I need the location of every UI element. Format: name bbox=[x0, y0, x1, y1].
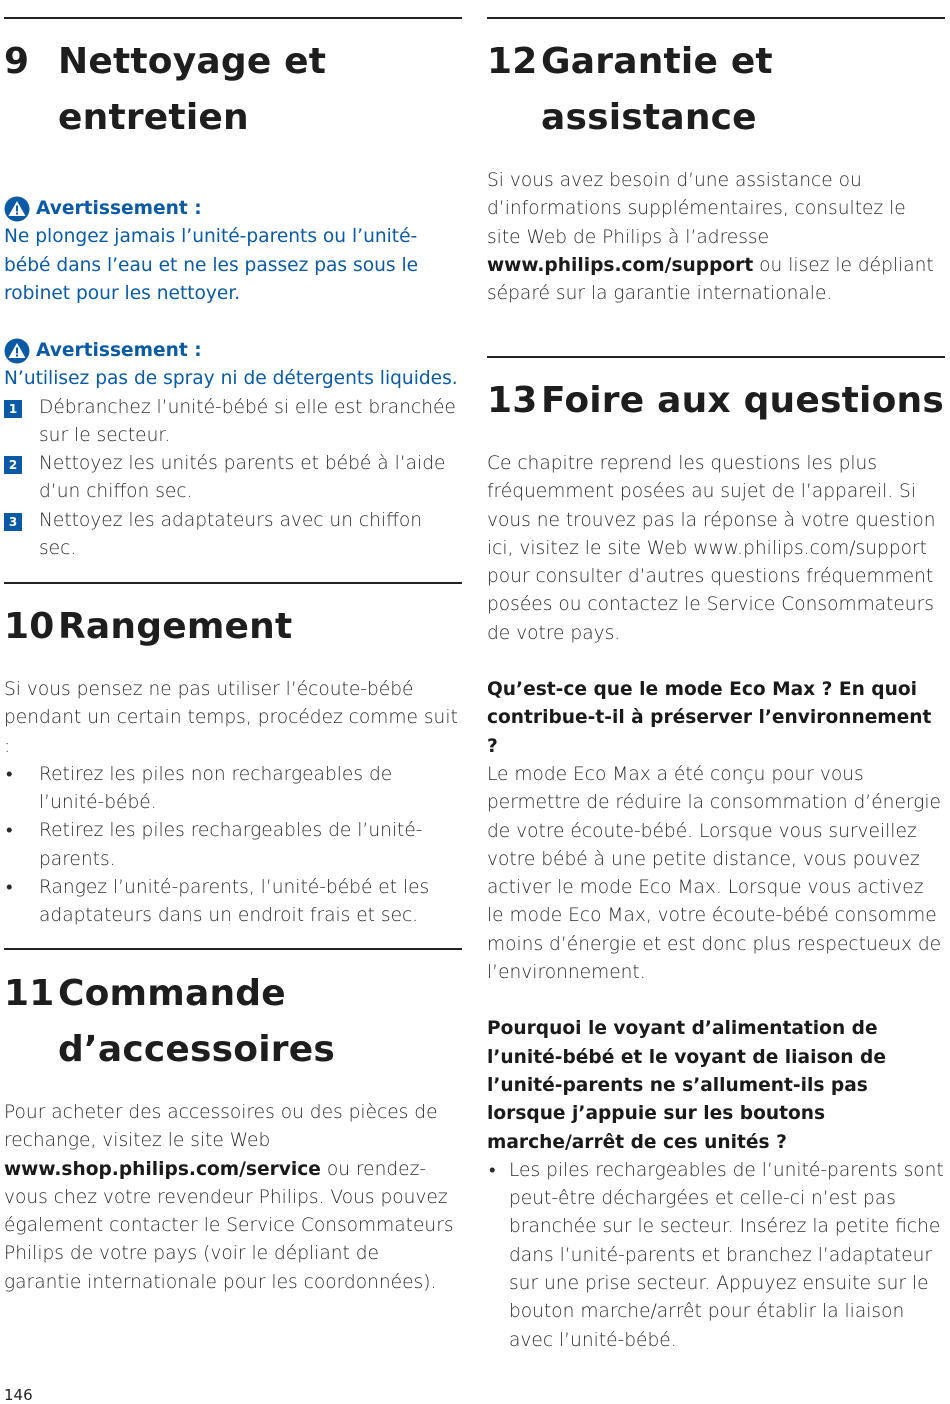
bullet-icon: • bbox=[489, 1159, 496, 1181]
section-title-line2: entretien bbox=[58, 97, 249, 138]
warning-text: Ne plongez jamais l’unité-parents ou l’unité-bébé dans l’eau et ne les passez pas sous le robinet pour les nettoyer. bbox=[4, 226, 419, 304]
paragraph-text: Pour acheter des accessoires ou des pièces de rechange, visitez le site Web bbox=[4, 1102, 438, 1152]
step-number: 1 bbox=[4, 400, 22, 418]
paragraph-text: ou lisez le dépliant séparé sur la garantie internationale. bbox=[487, 254, 934, 305]
step-text: Nettoyez les adaptateurs avec un chiffon sec. bbox=[39, 509, 423, 560]
section-9-heading bbox=[4, 34, 326, 146]
step-text: Nettoyez les unités parents et bébé à l’aide d’un chiffon sec. bbox=[39, 453, 446, 503]
list-item-text: Les piles rechargeables de l’unité-parents sont peut-être déchargées et celle-ci n’est pas branchée sur le secteur. Insérez la petite fiche dans l’unité-parents et branchez l’adaptateur sur une prise secteur. Appuyez ensuite sur le bouton marche/arrêt pour établir la liaison avec l’unité-bébé. bbox=[509, 1159, 944, 1351]
warning-label: Avertissement : bbox=[36, 198, 202, 219]
faq-question: Qu’est-ce que le mode Eco Max ? En quoi contribue-t-il à préserver l’environnement ? bbox=[487, 679, 932, 757]
page-number: 146 bbox=[4, 1386, 33, 1404]
step-item bbox=[4, 507, 462, 564]
section-11-heading bbox=[4, 966, 335, 1078]
section-title: Foire aux questions bbox=[541, 380, 944, 421]
section-number: 11 bbox=[4, 973, 55, 1014]
step-number: 2 bbox=[4, 456, 22, 474]
warning-block-2 bbox=[4, 337, 462, 563]
section-paragraph bbox=[487, 167, 945, 308]
section-number: 9 bbox=[4, 41, 30, 82]
warning-block-1 bbox=[4, 195, 462, 308]
warning-heading bbox=[4, 195, 462, 223]
paragraph-text: Si vous avez besoin d’une assistance ou d’informations supplémentaires, consultez le site Web de Philips à l’adresse bbox=[487, 170, 906, 248]
section-11-body bbox=[4, 1099, 462, 1297]
list-item bbox=[487, 1157, 945, 1355]
faq-question: Pourquoi le voyant d’alimentation de l’unité-bébé et le voyant de liaison de l’unité-parents ne s’allument-ils pas lorsque j’appuie sur les boutons marche/arrêt de ces unités ? bbox=[487, 1018, 886, 1153]
section-intro: Ce chapitre reprend les questions les plus fréquemment posées au sujet de l’appareil. Si vous ne trouvez pas la réponse à votre question ici, visitez le site Web www.philips.com/support pour consulter d’autres questions fréquemment posées ou contactez le Service Consommateurs de votre pays. bbox=[487, 453, 936, 644]
warning-triangle-icon bbox=[4, 338, 30, 364]
section-title-line2: d’accessoires bbox=[58, 1029, 335, 1070]
section-12-heading bbox=[487, 34, 773, 146]
section-title-line1: Nettoyage et bbox=[58, 41, 327, 82]
section-paragraph bbox=[4, 1099, 462, 1297]
step-item bbox=[4, 394, 462, 451]
section-13-body bbox=[487, 450, 945, 1355]
support-link[interactable]: www.philips.com/support bbox=[487, 254, 754, 276]
list-item-text: Retirez les piles rechargeables de l’unité-parents. bbox=[39, 820, 423, 870]
list-item bbox=[4, 874, 462, 931]
section-title-line1: Commande bbox=[58, 973, 286, 1014]
section-13-heading bbox=[487, 373, 944, 429]
step-number: 3 bbox=[4, 513, 22, 531]
step-item bbox=[4, 450, 462, 507]
list-item bbox=[4, 817, 462, 874]
bullet-list bbox=[487, 1157, 945, 1355]
section-rule bbox=[487, 17, 945, 19]
section-rule bbox=[4, 17, 462, 19]
list-item-text: Retirez les piles non rechargeables de l’unité-bébé. bbox=[39, 763, 393, 814]
section-title: Rangement bbox=[58, 606, 293, 647]
section-rule bbox=[487, 356, 945, 358]
step-text: Débranchez l’unité-bébé si elle est branchée sur le secteur. bbox=[39, 396, 456, 446]
bullet-icon: • bbox=[6, 763, 13, 785]
steps-list bbox=[4, 394, 462, 564]
section-title-line2: assistance bbox=[541, 97, 757, 138]
shop-link[interactable]: www.shop.philips.com/service bbox=[4, 1158, 321, 1180]
section-title-line1: Garantie et bbox=[541, 41, 773, 82]
section-number: 13 bbox=[487, 380, 538, 421]
section-12-body bbox=[487, 167, 945, 308]
paragraph-text: ou rendez-vous chez votre revendeur Philips. Vous pouvez également contacter le Service Consommateurs Philips de votre pays (voir le dépliant de garantie internationale pour les coordonnées). bbox=[4, 1158, 454, 1293]
bullet-icon: • bbox=[6, 877, 13, 899]
faq-answer: Le mode Eco Max a été conçu pour vous permettre de réduire la consommation d’énergie de votre écoute-bébé. Lorsque vous surveillez votre bébé à une petite distance, vous pouvez activer le mode Eco Max. Lorsque vous activez le mode Eco Max, votre écoute-bébé consomme moins d’énergie et est donc plus respectueux de l’environnement. bbox=[487, 763, 942, 984]
section-10-body bbox=[4, 676, 462, 931]
warning-label: Avertissement : bbox=[36, 340, 202, 361]
section-rule bbox=[4, 948, 462, 950]
section-number: 10 bbox=[4, 606, 55, 647]
list-item bbox=[4, 761, 462, 818]
warning-heading bbox=[4, 337, 462, 365]
section-intro: Si vous pensez ne pas utiliser l’écoute-bébé pendant un certain temps, procédez comme suit : bbox=[4, 679, 458, 757]
warning-text: N’utilisez pas de spray ni de détergents liquides. bbox=[4, 368, 458, 390]
section-number: 12 bbox=[487, 41, 538, 82]
bullet-list bbox=[4, 761, 462, 931]
warning-triangle-icon bbox=[4, 196, 30, 222]
section-10-heading bbox=[4, 599, 292, 655]
bullet-icon: • bbox=[6, 820, 13, 842]
list-item-text: Rangez l’unité-parents, l’unité-bébé et les adaptateurs dans un endroit frais et sec. bbox=[39, 877, 430, 927]
section-rule bbox=[4, 582, 462, 584]
